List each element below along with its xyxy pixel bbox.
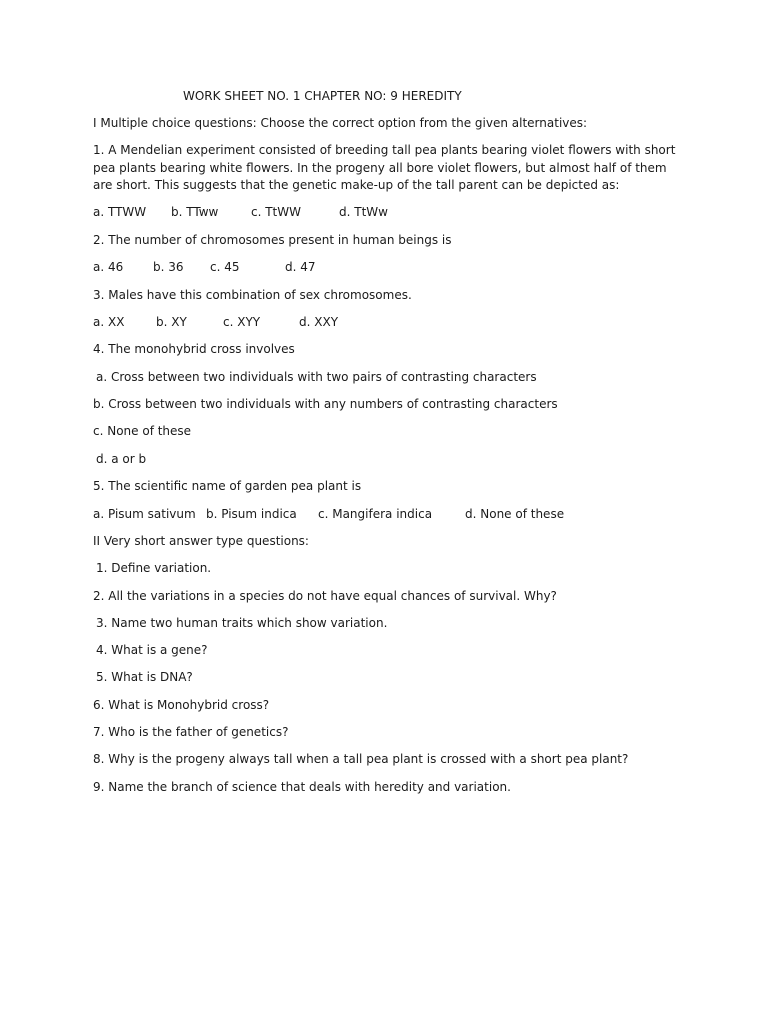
- option-a: a. 46: [93, 260, 124, 274]
- option-d: d. None of these: [465, 507, 565, 521]
- short-question-2: 2. All the variations in a species do not have equal chances of survival. Why?: [93, 589, 557, 603]
- option-a: a. Pisum sativum: [93, 507, 196, 521]
- worksheet-title: WORK SHEET NO. 1 CHAPTER NO: 9 HEREDITY: [183, 89, 462, 103]
- option-d: d. XXY: [299, 315, 339, 329]
- option-b: b. TTww: [171, 205, 219, 219]
- option-d: d. TtWw: [339, 205, 388, 219]
- option-c: c. 45: [210, 260, 240, 274]
- worksheet-page: [93, 0, 693, 1024]
- short-question-8: 8. Why is the progeny always tall when a tall pea plant is crossed with a short pea plant?: [93, 752, 629, 766]
- short-question-7: 7. Who is the father of genetics?: [93, 725, 289, 739]
- short-question-4: 4. What is a gene?: [96, 643, 208, 657]
- option-b: b. Cross between two individuals with any numbers of contrasting characters: [93, 397, 558, 411]
- short-question-5: 5. What is DNA?: [96, 670, 193, 684]
- option-b: b. 36: [153, 260, 184, 274]
- short-question-9: 9. Name the branch of science that deals with heredity and variation.: [93, 780, 511, 794]
- option-b: b. Pisum indica: [206, 507, 297, 521]
- option-a: a. Cross between two individuals with two pairs of contrasting characters: [96, 370, 537, 384]
- option-c: c. TtWW: [251, 205, 301, 219]
- mcq-question-5: 5. The scientific name of garden pea plant is: [93, 479, 362, 493]
- option-b: b. XY: [156, 315, 187, 329]
- section-1-heading: I Multiple choice questions: Choose the correct option from the given alternatives:: [93, 116, 588, 130]
- option-c: c. None of these: [93, 424, 192, 438]
- mcq-question-4: 4. The monohybrid cross involves: [93, 342, 295, 356]
- section-2-heading: II Very short answer type questions:: [93, 534, 309, 548]
- option-d: d. a or b: [96, 452, 147, 466]
- mcq-question-1: 1. A Mendelian experiment consisted of breeding tall pea plants bearing violet flowers with short pea plants bearing white flowers. In the progeny all bore violet flowers, but almost half of them are short. This suggests that the genetic make-up of the tall parent can be depicted as:: [93, 143, 676, 192]
- mcq-question-2: 2. The number of chromosomes present in human beings is: [93, 233, 452, 247]
- mcq-question-3: 3. Males have this combination of sex chromosomes.: [93, 288, 412, 302]
- short-question-6: 6. What is Monohybrid cross?: [93, 698, 270, 712]
- short-question-1: 1. Define variation.: [96, 561, 212, 575]
- option-a: a. XX: [93, 315, 125, 329]
- option-c: c. XYY: [223, 315, 261, 329]
- option-c: c. Mangifera indica: [318, 507, 433, 521]
- option-d: d. 47: [285, 260, 316, 274]
- option-a: a. TTWW: [93, 205, 147, 219]
- short-question-3: 3. Name two human traits which show variation.: [96, 616, 388, 630]
